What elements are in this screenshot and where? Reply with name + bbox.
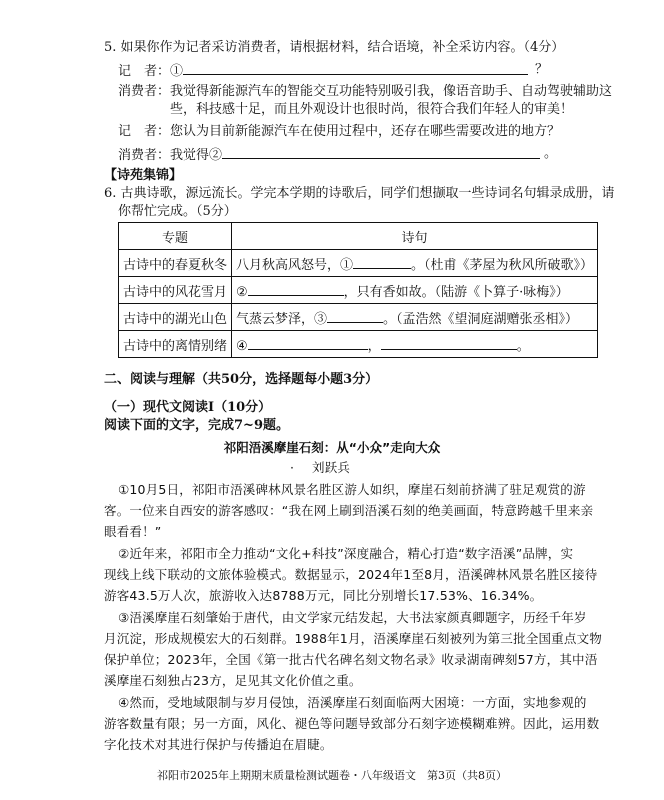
poem-text: 。（杜甫《茅屋为秋风所破歌》） <box>411 257 594 273</box>
article-author: 刘跃兵 <box>312 460 351 475</box>
table-row <box>119 331 598 358</box>
q5-blank1[interactable] <box>183 62 528 75</box>
poem-blank-4a[interactable] <box>248 337 368 350</box>
q5-line2 <box>118 84 612 100</box>
q6-stem-1: 6. 古典诗歌，源远流长。学完本学期的诗歌后，同学们想撷取一些诗词名句辑录成册，请 <box>104 186 615 201</box>
article-line: ③浯溪摩崖石刻肇始于唐代，由文学家元结发起，大书法家颜真卿题字，历经千年岁 <box>118 610 587 625</box>
article-line: 保护单位；2023年，全国《第一批古代名碑名刻文物名录》收录湖南碑刻57方，其中浯 <box>104 652 598 667</box>
article-title: 祁阳浯溪摩崖石刻：从“小众”走向大众 <box>223 440 441 455</box>
row-topic: 古诗中的春夏秋冬 <box>119 250 232 277</box>
row-poem <box>232 304 598 331</box>
poem-text: ④ <box>236 338 248 354</box>
q5-stem: 5. 如果你作为记者采访消费者，请根据材料，结合语境，补全采访内容。（4分） <box>104 40 565 55</box>
poem-text: 。 <box>516 338 530 354</box>
q5-line3 <box>118 124 560 140</box>
article-line: 客。一位来自西安的游客感叹：“我在网上刷到浯溪石刻的绝美画面，特意跨越千里来亲 <box>104 503 594 518</box>
q5-blank2-prefix: 我觉得② <box>170 148 223 163</box>
article-line: 眼看看！” <box>104 524 162 539</box>
q5-line4-end: 。 <box>544 146 558 161</box>
poem-text: ② <box>236 284 248 300</box>
q5-line4 <box>118 146 540 164</box>
reading-instruction: 阅读下面的文字，完成7~9题。 <box>104 418 289 433</box>
poem-text: 。（孟浩然《望洞庭湖赠张丞相》） <box>383 311 579 327</box>
q5-consumer-answer: 我觉得新能源汽车的智能交互功能特别吸引我，像语音助手、自动驾驶辅助这 <box>170 84 613 99</box>
poem-text: ，只有香如故。（陆游《卜算子·咏梅》） <box>343 284 569 300</box>
poem-text: 八月秋高风怒号，① <box>236 257 354 273</box>
article-line: ④然而，受地域限制与岁月侵蚀，浯溪摩崖石刻面临两大困境：一方面，实地参观的 <box>118 695 587 710</box>
q5-blank1-mark: ① <box>170 64 184 79</box>
poem-blank-3[interactable] <box>327 310 383 323</box>
row-topic: 古诗中的离情别绪 <box>119 331 232 358</box>
poem-text: 气蒸云梦泽，③ <box>236 311 328 327</box>
q5-line2-cont: 些，科技感十足，而且外观设计也很时尚，很符合我们年轻人的审美！ <box>170 102 574 117</box>
q5-blank2[interactable] <box>222 146 540 159</box>
q5-consumer-label: 消费者： <box>118 84 171 99</box>
q6-stem-2: 你帮忙完成。（5分） <box>118 204 237 219</box>
article-line: ②近年来，祁阳市全力推动“文化+科技”深度融合，精心打造“数字浯溪”品牌，实 <box>118 546 574 561</box>
article-line: 字化技术对其进行保护与传播迫在眉睫。 <box>104 737 333 752</box>
q5-reporter-question: 您认为目前新能源汽车在使用过程中，还存在哪些需要改进的地方？ <box>170 124 561 139</box>
section2-heading: 二、阅读与理解（共50分，选择题每小题3分） <box>104 372 379 387</box>
row-poem <box>232 277 598 304</box>
article-line: 现线上线下联动的文旅体验模式。数据显示，2024年1至8月，浯溪碑林风景名胜区接待 <box>104 567 598 582</box>
section-poetry-heading: 【诗苑集锦】 <box>104 168 183 183</box>
poem-text: ， <box>367 338 381 354</box>
header-topic: 专题 <box>119 223 232 250</box>
row-poem <box>232 250 598 277</box>
poem-blank-1[interactable] <box>353 256 411 269</box>
table-row <box>119 304 598 331</box>
header-poem: 诗句 <box>232 223 598 250</box>
article-line: ①10月5日，祁阳市浯溪碑林风景名胜区游人如织，摩崖石刻前挤满了驻足观赏的游 <box>118 482 586 497</box>
article-line: 游客43.5万人次，旅游收入达8788万元，同比分别增长17.53%、16.34%。 <box>104 588 543 603</box>
poetry-table <box>118 222 598 358</box>
row-topic: 古诗中的风花雪月 <box>119 277 232 304</box>
subsection1-heading: （一）现代文阅读Ⅰ（10分） <box>104 400 272 415</box>
poem-blank-2[interactable] <box>248 283 344 296</box>
row-topic: 古诗中的湖光山色 <box>119 304 232 331</box>
row-poem <box>232 331 598 358</box>
article-line: 月沉淀，形成规模宏大的石刻群。1988年1月，浯溪摩崖石刻被列为第三批全国重点文物 <box>104 631 602 646</box>
article-line: 溪摩崖石刻独占23方，足见其文化价值之重。 <box>104 673 362 688</box>
q5-line1-end: ？ <box>535 62 549 77</box>
q5-line1 <box>118 62 528 80</box>
poem-blank-4b[interactable] <box>381 337 517 350</box>
q5-reporter-label: 记 者： <box>118 64 171 79</box>
q5-consumer-label-2: 消费者： <box>118 148 171 163</box>
table-row <box>119 277 598 304</box>
table-row <box>119 250 598 277</box>
article-line: 游客数量有限；另一方面，风化、褪色等问题导致部分石刻字迹模糊难辨。因此，运用数 <box>104 716 600 731</box>
q5-reporter-label-2: 记 者： <box>118 124 171 139</box>
byline-dot: · <box>290 460 295 475</box>
page-footer: 祁阳市2025年上期期末质量检测试题卷・八年级语文 第3页（共8页） <box>157 769 507 782</box>
poetry-table-header <box>119 223 598 250</box>
